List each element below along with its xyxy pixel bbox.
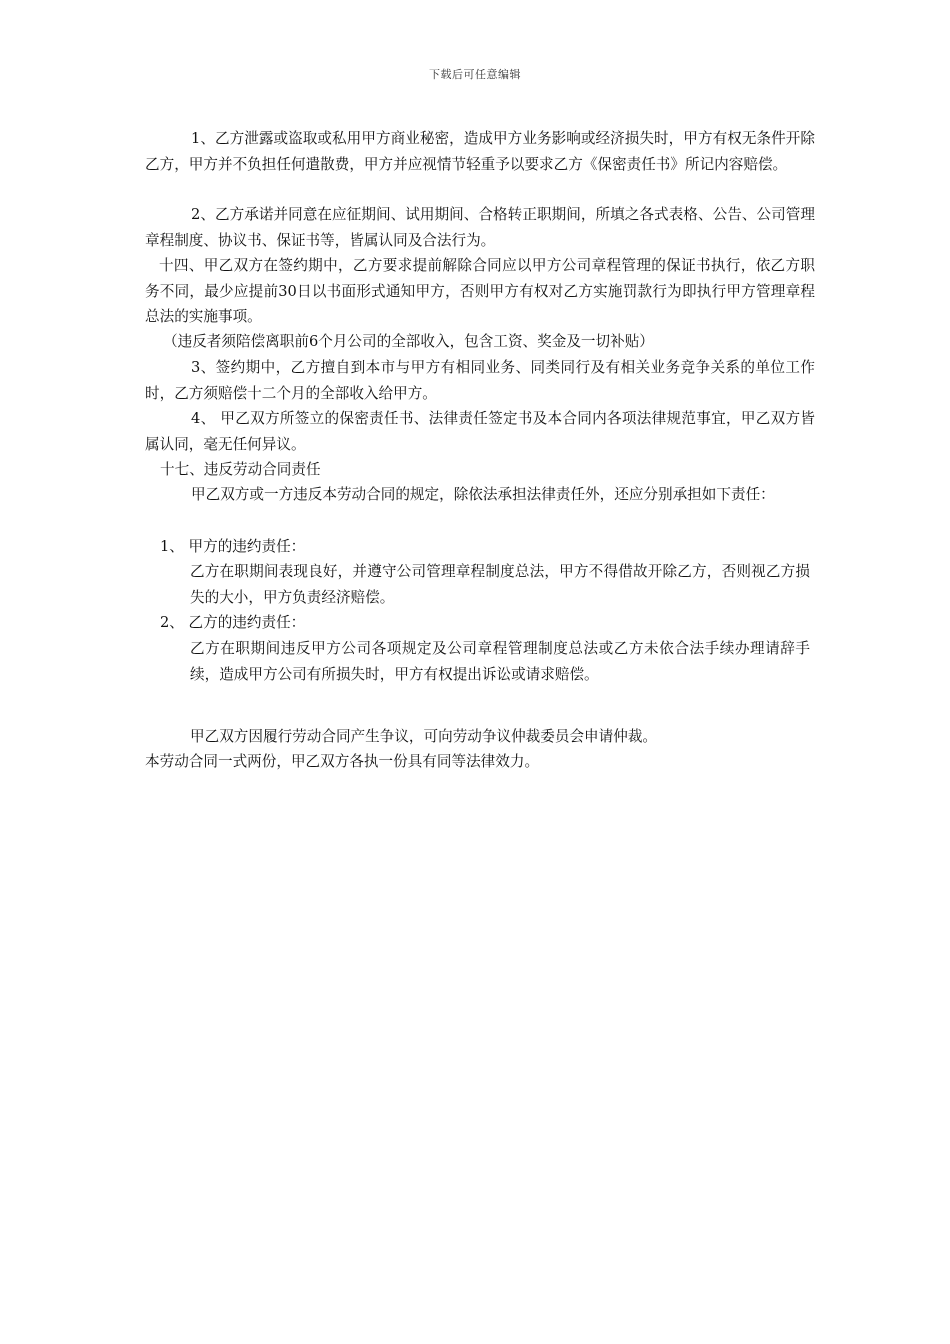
section-14-termination: 十四、甲乙双方在签约期中，乙方要求提前解除合同应以甲方公司章程管理的保证书执行，依乙方职务不同，最少应提前30日以书面形式通知甲方，否则甲方有权对乙方实施罚款行为即执行甲方管理章程总法的实施事项。 [145,257,815,325]
party-a-liability-label: 1、 甲方的违约责任： [160,538,306,555]
penalty-note: （违反者须陪偿离职前6个月公司的全部收入，包含工资、奖金及一切补贴） [163,333,654,350]
copies-clause: 本劳动合同一式两份，甲乙双方各执一份具有同等法律效力。 [145,753,540,770]
section-17-heading: 十七、违反劳动合同责任 [160,461,321,478]
clause-1-trade-secret: 1、乙方泄露或盗取或私用甲方商业秘密，造成甲方业务影响或经济损失时，甲方有权无条件开除乙方，甲方并不负担任何遣散费，甲方并应视情节轻重予以要求乙方《保密责任书》所记内容赔偿。 [145,130,815,173]
party-b-liability-body: 乙方在职期间违反甲方公司各项规定及公司章程管理制度总法或乙方未依合法手续办理请辞手续，造成甲方公司有所损失时，甲方有权提出诉讼或请求赔偿。 [190,640,810,683]
section-17-intro: 甲乙双方或一方违反本劳动合同的规定，除依法承担法律责任外，还应分别承担如下责任： [191,486,775,503]
clause-3-competition: 3、签约期中，乙方擅自到本市与甲方有相同业务、同类同行及有相关业务竞争关系的单位工作时，乙方须赔偿十二个月的全部收入给甲方。 [145,359,815,402]
party-a-liability-body: 乙方在职期间表现良好，并遵守公司管理章程制度总法，甲方不得借故开除乙方，否则视乙方损失的大小，甲方负责经济赔偿。 [190,563,810,606]
page-header: 下载后可任意编辑 [429,68,521,81]
party-b-liability-label: 2、 乙方的违约责任： [160,614,306,631]
clause-4-acknowledgement: 4、 甲乙双方所签立的保密责任书、法律责任签定书及本合同内各项法律规范事宜，甲乙双方皆属认同，毫无任何异议。 [145,410,815,453]
dispute-arbitration: 甲乙双方因履行劳动合同产生争议，可向劳动争议仲裁委员会申请仲裁。 [190,728,658,745]
clause-2-consent: 2、乙方承诺并同意在应征期间、试用期间、合格转正职期间，所填之各式表格、公告、公司管理章程制度、协议书、保证书等，皆属认同及合法行为。 [145,206,815,249]
